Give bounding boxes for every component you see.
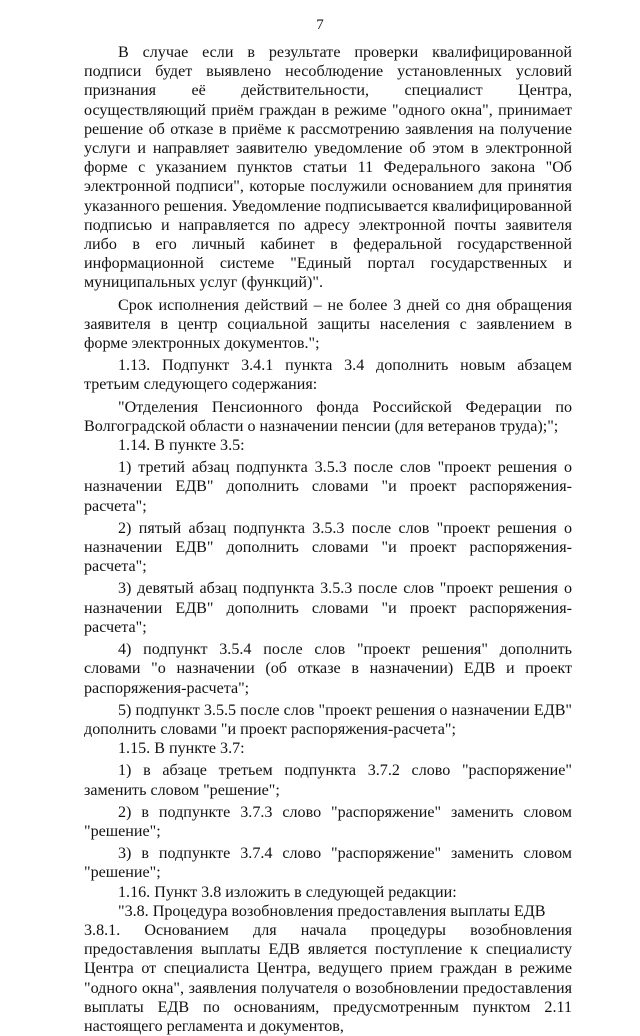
paragraph-subitem-3-7-3: 2) в подпункте 3.7.3 слово "распоряжение" заменить словом "решение"; [84,803,572,840]
paragraph-signature-check: В случае если в результате проверки квалифицированной подписи будет выявлено несоблюдение установленных условий признания её действительности, специалист Центра, осуществляющий приём граждан в режиме "одного окна", принимает решение об отказе в приёме к рассмотрению заявления на получение услуги и направляет заявителю уведомление об этом в электронной форме с указанием пунктов статьи 11 Федерального закона "Об электронной подписи", которые послужили основанием для принятия указанного решения. Уведомление подписывается квалифицированной подписью и направляется по адресу электронной почты заявителя либо в его личный кабинет в федеральной государственной информационной системе "Единый портал государственных и муниципальных услуг (функций)". [84,44,572,292]
paragraph-section-3-8-title: "3.8. Процедура возобновления предоставления выплаты ЕДВ [118,902,546,920]
paragraph-item-1-13: 1.13. Подпункт 3.4.1 пункта 3.4 дополнить новым абзацем третьим следующего содержания: [84,357,572,394]
paragraph-quote-pension-fund: "Отделения Пенсионного фонда Российской Федерации по Волгоградской области о назначении пенсии (для ветеранов труда);"; [84,398,572,435]
document-body [84,43,572,1036]
paragraph-subitem-3-7-2: 1) в абзаце третьем подпункта 3.7.2 слово "распоряжение" заменить словом "решение"; [84,762,572,799]
paragraph-section-3-8-1: 3.8.1. Основанием для начала процедуры возобновления предоставления выплаты ЕДВ является поступление к специалисту Центра от специалиста Центра, ведущего прием граждан в режиме "одного окна", заявления получателя о возобновлении предоставления выплаты ЕДВ по основаниям, предусмотренным пунктом 2.11 настоящего регламента и документов, [84,921,572,1035]
paragraph-subitem-3-5-3-third: 1) третий абзац подпункта 3.5.3 после слов "проект решения о назначении ЕДВ" дополнить словами "и проект распоряжения-расчета"; [84,459,572,515]
paragraph-subitem-3-5-4: 4) подпункт 3.5.4 после слов "проект решения" дополнить словами "о назначении (об отказе в назначении) ЕДВ и проект распоряжения-расчета"; [84,641,572,697]
paragraph-item-1-14: 1.14. В пункте 3.5: [118,437,245,455]
page-number: 7 [316,17,324,33]
paragraph-subitem-3-5-5: 5) подпункт 3.5.5 после слов "проект решения о назначении ЕДВ" дополнить словами "и проект распоряжения-расчета"; [84,701,572,738]
paragraph-subitem-3-5-3-fifth: 2) пятый абзац подпункта 3.5.3 после слов "проект решения о назначении ЕДВ" дополнить словами "и проект распоряжения-расчета"; [84,519,572,576]
paragraph-deadline: Срок исполнения действий – не более 3 дней со дня обращения заявителя в центр социальной защиты населения с заявлением в форме электронных документов."; [84,296,572,353]
paragraph-subitem-3-5-3-ninth: 3) девятый абзац подпункта 3.5.3 после слов "проект решения о назначении ЕДВ" дополнить словами "и проект распоряжения-расчета"; [84,580,572,636]
paragraph-item-1-15: 1.15. В пункте 3.7: [118,740,245,758]
paragraph-item-1-16: 1.16. Пункт 3.8 изложить в следующей редакции: [118,883,457,901]
paragraph-subitem-3-7-4: 3) в подпункте 3.7.4 слово "распоряжение" заменить словом "решение"; [84,845,572,882]
